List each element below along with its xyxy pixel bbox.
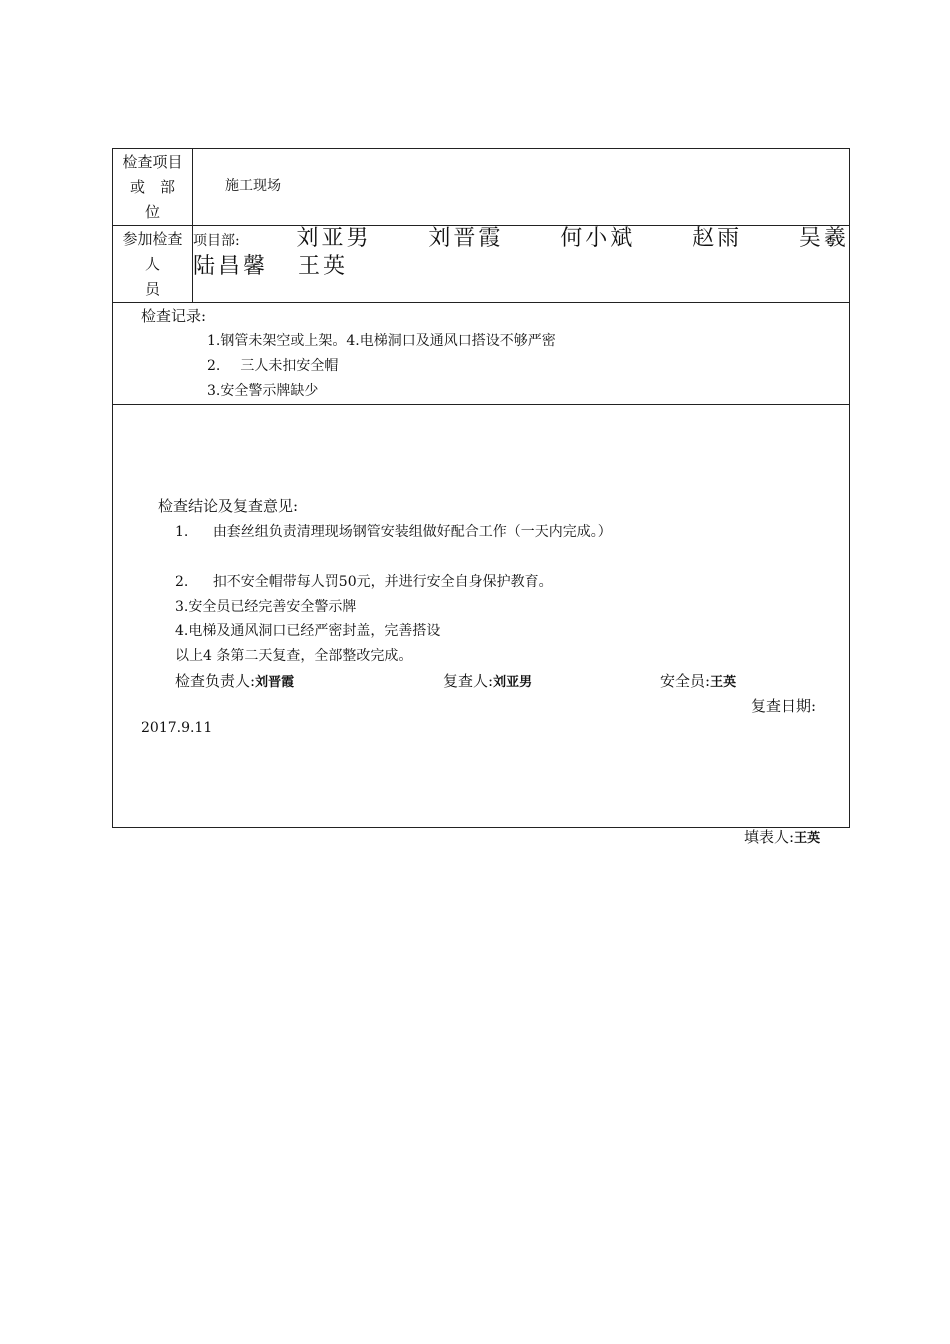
conclusion-item-4: 4.电梯及通风洞口已经严密封盖，完善搭设 (175, 623, 441, 639)
label-line: 员 (144, 280, 160, 298)
safety-officer-name: 王英 (710, 675, 737, 690)
row-inspection-record (113, 303, 850, 405)
record-title: 检查记录: (141, 307, 207, 325)
row-participants (113, 226, 850, 303)
safety-officer-label: 安全员: (660, 672, 711, 690)
record-item: 1.钢管未架空或上架。4.电梯洞口及通风口搭设不够严密 (207, 333, 556, 349)
label-line: 参加检查 (122, 230, 183, 248)
label-line: 人 (144, 255, 160, 273)
member-name: 赵雨 (692, 226, 743, 251)
conclusion-item-3: 3.安全员已经完善安全警示牌 (175, 599, 357, 615)
member-name: 刘亚男 (296, 226, 372, 251)
item-text: 由套丝组负责清理现场钢管安装组做好配合工作（一天内完成。） (212, 524, 612, 540)
reviewer-label: 复查人: (443, 672, 494, 690)
reviewer-name: 刘亚男 (493, 675, 533, 690)
inspector-name: 刘晋霞 (255, 675, 295, 690)
label-line: 检查项目 (122, 153, 183, 171)
row-inspection-item (113, 149, 850, 226)
inspection-item-value: 施工现场 (225, 178, 281, 194)
row-conclusion (113, 405, 850, 828)
filler-label: 填表人: (744, 828, 795, 846)
conclusion-item-2 (175, 571, 553, 591)
inspector-label: 检查负责人: (175, 672, 256, 690)
inspector-signature (175, 670, 294, 691)
department-prefix: 项目部: (193, 233, 240, 249)
participants-line-2 (193, 254, 849, 280)
participants-cell (193, 226, 850, 303)
record-item: 3.安全警示牌缺少 (207, 383, 319, 399)
form-filler (744, 826, 820, 847)
inspection-record-cell (113, 303, 850, 405)
safety-officer-signature (660, 670, 736, 691)
member-name: 吴羲 (798, 226, 849, 251)
label-participants (113, 226, 193, 303)
record-item-text: 三人未扣安全帽 (240, 358, 339, 374)
conclusion-summary: 以上4 条第二天复查，全部整改完成。 (175, 648, 413, 664)
label-line: 或 部 (129, 178, 175, 196)
conclusion-cell (113, 405, 850, 828)
item-number: 2. (175, 574, 189, 590)
item-text: 扣不安全帽带每人罚50元，并进行安全自身保护教育。 (212, 574, 553, 590)
member-name: 刘晋霞 (428, 226, 504, 251)
reviewer-signature (443, 670, 532, 691)
filler-name: 王英 (794, 831, 821, 846)
review-date-label: 复查日期: (751, 697, 817, 715)
label-line: 位 (144, 203, 160, 221)
record-item-number: 2. (207, 358, 221, 374)
participants-line-1 (193, 226, 849, 254)
member-name: 王英 (298, 254, 349, 279)
member-name: 何小斌 (560, 226, 636, 251)
conclusion-title: 检查结论及复查意见: (158, 497, 299, 515)
item-number: 1. (175, 524, 189, 540)
conclusion-item-1 (175, 521, 612, 541)
review-date: 2017.9.11 (141, 720, 213, 736)
record-item (113, 354, 849, 379)
inspection-form-table (112, 148, 850, 828)
member-name: 陆昌馨 (193, 254, 269, 279)
value-inspection-item-cell (193, 149, 850, 226)
label-inspection-item (113, 149, 193, 226)
